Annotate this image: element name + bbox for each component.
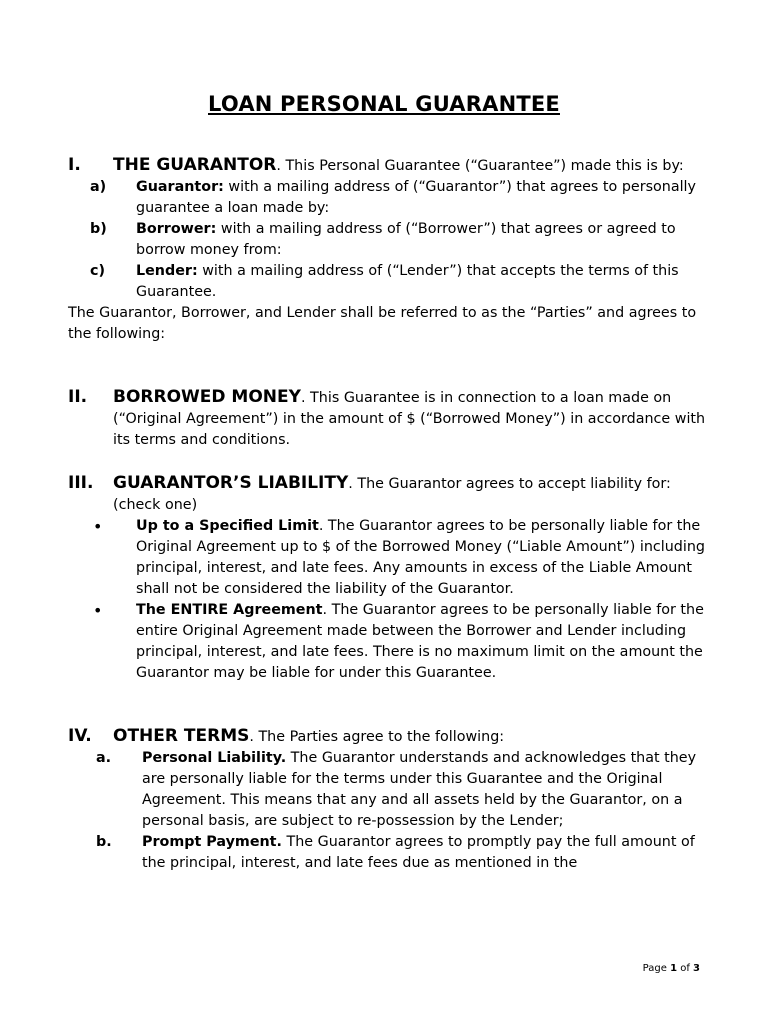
list-item-marker: b) xyxy=(90,221,107,237)
list-item-label: Guarantor: xyxy=(136,179,224,195)
bullet-text: . The Guarantor agrees to be personally liable for the entire Original Agreement made between the Borrower and Lender including principal, interest, and late fees. There is no maximum limit on the amount the Guarantor may be liable for under this Guarantee. xyxy=(136,602,704,681)
section-1-heading: THE GUARANTOR xyxy=(113,155,277,175)
list-item xyxy=(68,261,708,303)
section-1-closing: The Guarantor, Borrower, and Lender shall be referred to as the “Parties” and agrees to the following: xyxy=(68,305,697,342)
section-3-intro xyxy=(68,473,708,516)
section-2-text: . This Guarantee is in connection to a loan made on (“Original Agreement”) in the amount of $ (“Borrowed Money”) in accordance with its terms and conditions. xyxy=(113,390,706,448)
section-2-heading: BORROWED MONEY xyxy=(113,387,301,407)
section-4 xyxy=(68,726,708,874)
list-item-label: Personal Liability. xyxy=(142,750,287,766)
list-item-marker: b. xyxy=(96,834,112,850)
bullet-label: Up to a Specified Limit xyxy=(136,518,319,534)
bullet-icon: • xyxy=(93,517,103,536)
section-2 xyxy=(68,387,708,451)
section-3-text: . The Guarantor agrees to accept liability for: (check one) xyxy=(113,476,671,513)
list-item-text: The Guarantor understands and acknowledges that they are personally liable for the terms under this Guarantee and the Original Agreement. This means that any and all assets held by the Guarantor, on a personal basis, are subject to re-possession by the Lender; xyxy=(142,750,697,829)
page-of-label: of xyxy=(677,963,694,974)
bullet-item xyxy=(68,516,708,600)
section-4-text: . The Parties agree to the following: xyxy=(249,729,505,745)
list-item-text: with a mailing address of (“Borrower”) that agrees or agreed to borrow money from: xyxy=(136,221,676,258)
list-item xyxy=(68,177,708,219)
page-current: 1 xyxy=(670,963,678,974)
list-item-marker: a) xyxy=(90,179,107,195)
section-3-heading: GUARANTOR’S LIABILITY xyxy=(113,473,349,493)
list-item-label: Borrower: xyxy=(136,221,217,237)
document-title: LOAN PERSONAL GUARANTEE xyxy=(208,92,560,116)
list-item-marker: a. xyxy=(96,750,112,766)
list-item xyxy=(68,219,708,261)
section-3 xyxy=(68,473,708,684)
section-1-number: I. xyxy=(68,155,81,175)
bullet-text: . The Guarantor agrees to be personally liable for the Original Agreement up to $ of the Borrowed Money (“Liable Amount”) including principal, interest, and late fees. Any amounts in excess of the Liable Amount shall not be considered the liability of the Guarantor. xyxy=(136,518,705,597)
list-item-text: with a mailing address of (“Guarantor”) that agrees to personally guarantee a loan made by: xyxy=(136,179,696,216)
list-item-marker: c) xyxy=(90,263,106,279)
bullet-icon: • xyxy=(93,601,103,620)
section-4-heading: OTHER TERMS xyxy=(113,726,250,746)
section-2-intro xyxy=(68,387,708,451)
bullet-label: The ENTIRE Agreement xyxy=(136,602,323,618)
list-item-text: with a mailing address of (“Lender”) that accepts the terms of this Guarantee. xyxy=(136,263,679,300)
list-item-text: The Guarantor agrees to promptly pay the full amount of the principal, interest, and late fees due as mentioned in the xyxy=(142,834,695,871)
section-2-number: II. xyxy=(68,387,88,407)
section-4-intro xyxy=(68,726,708,748)
page-total: 3 xyxy=(693,963,700,974)
section-3-number: III. xyxy=(68,473,94,493)
section-4-number: IV. xyxy=(68,726,92,746)
section-1 xyxy=(68,155,708,345)
section-1-text: . This Personal Guarantee (“Guarantee”) made this is by: xyxy=(276,158,684,174)
page-label: Page xyxy=(642,963,671,974)
page-footer xyxy=(643,963,700,974)
list-item-label: Lender: xyxy=(136,263,198,279)
list-item xyxy=(68,832,708,874)
bullet-item xyxy=(68,600,708,684)
list-item xyxy=(68,748,708,832)
list-item-label: Prompt Payment. xyxy=(142,834,282,850)
section-1-intro xyxy=(68,155,708,177)
